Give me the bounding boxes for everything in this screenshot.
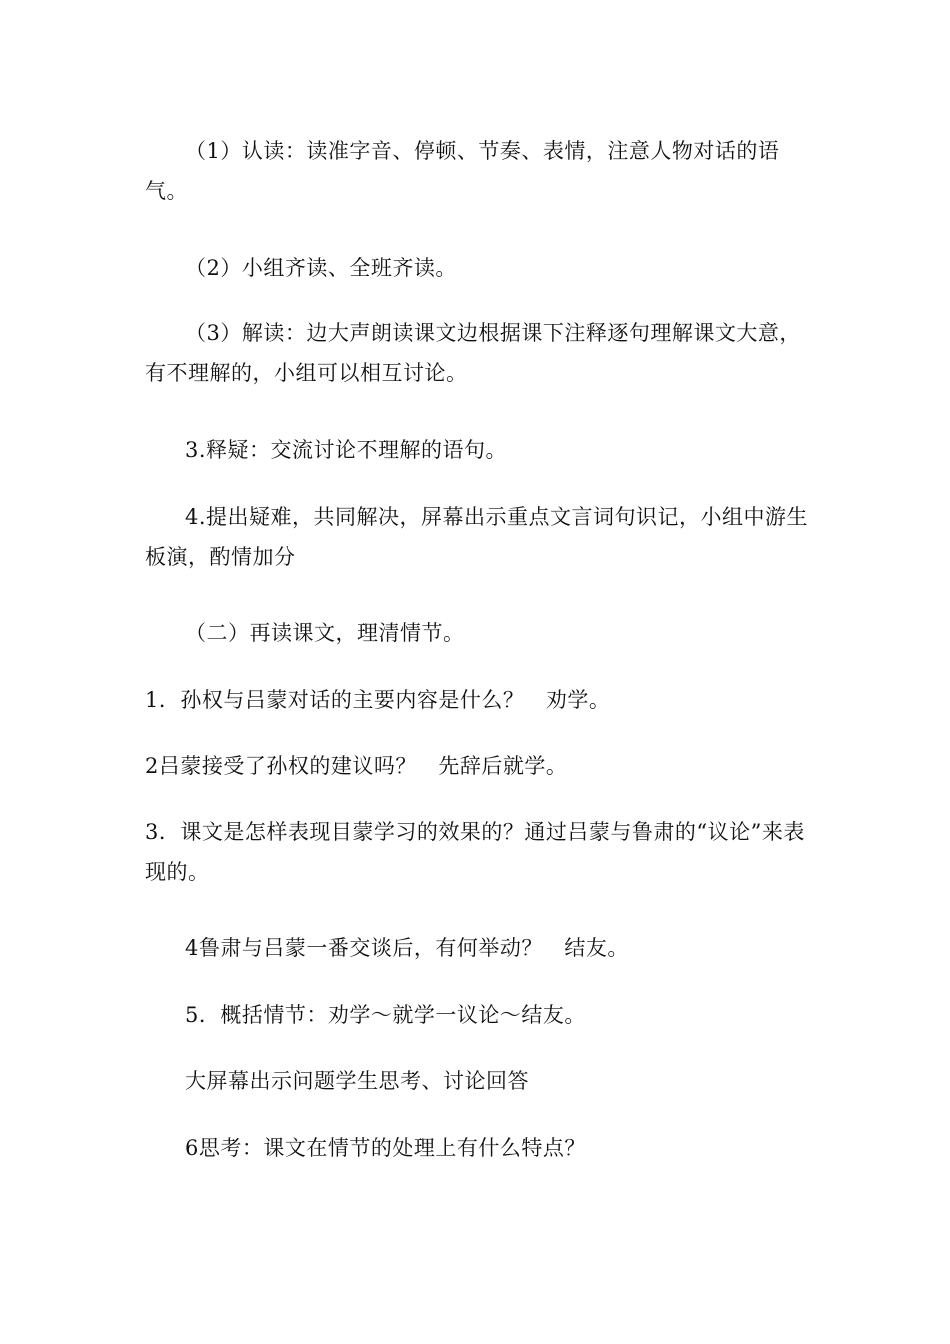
paragraph-raise-difficulties: 4.提出疑难，共同解决，屏幕出示重点文言词句识记，小组中游生板演，酌情加分 xyxy=(145,505,809,569)
question-2: 2吕蒙接受了孙权的建议吗？ 先辞后就学。 xyxy=(145,754,568,778)
plot-summary: 5．概括情节：劝学～就学一议论～结友。 xyxy=(185,1003,586,1027)
screen-question-note: 大屏幕出示问题学生思考、讨论回答 xyxy=(185,1069,529,1093)
question-3: 3．课文是怎样表现目蒙学习的效果的？通过吕蒙与鲁肃的“议论”来表现的。 xyxy=(145,820,805,884)
question-1: 1．孙权与吕蒙对话的主要内容是什么？ 劝学。 xyxy=(145,688,611,712)
paragraph-clarify-doubts: 3.释疑：交流讨论不理解的语句。 xyxy=(185,438,508,462)
section-heading-reread: （二）再读课文，理清情节。 xyxy=(185,621,465,645)
paragraph-group-reading: （2）小组齐读、全班齐读。 xyxy=(185,256,457,280)
question-6: 6思考：课文在情节的处理上有什么特点？ xyxy=(185,1136,586,1160)
paragraph-interpretation: （3）解读：边大声朗读课文边根据课下注释逐句理解课文大意，有不理解的，小组可以相互讨论。 xyxy=(145,321,801,385)
paragraph-reading-aloud: （1）认读：读准字音、停顿、节奏、表情，注意人物对话的语气。 xyxy=(145,139,780,203)
question-4: 4鲁肃与吕蒙一番交谈后，有何举动？ 结友。 xyxy=(185,936,629,960)
